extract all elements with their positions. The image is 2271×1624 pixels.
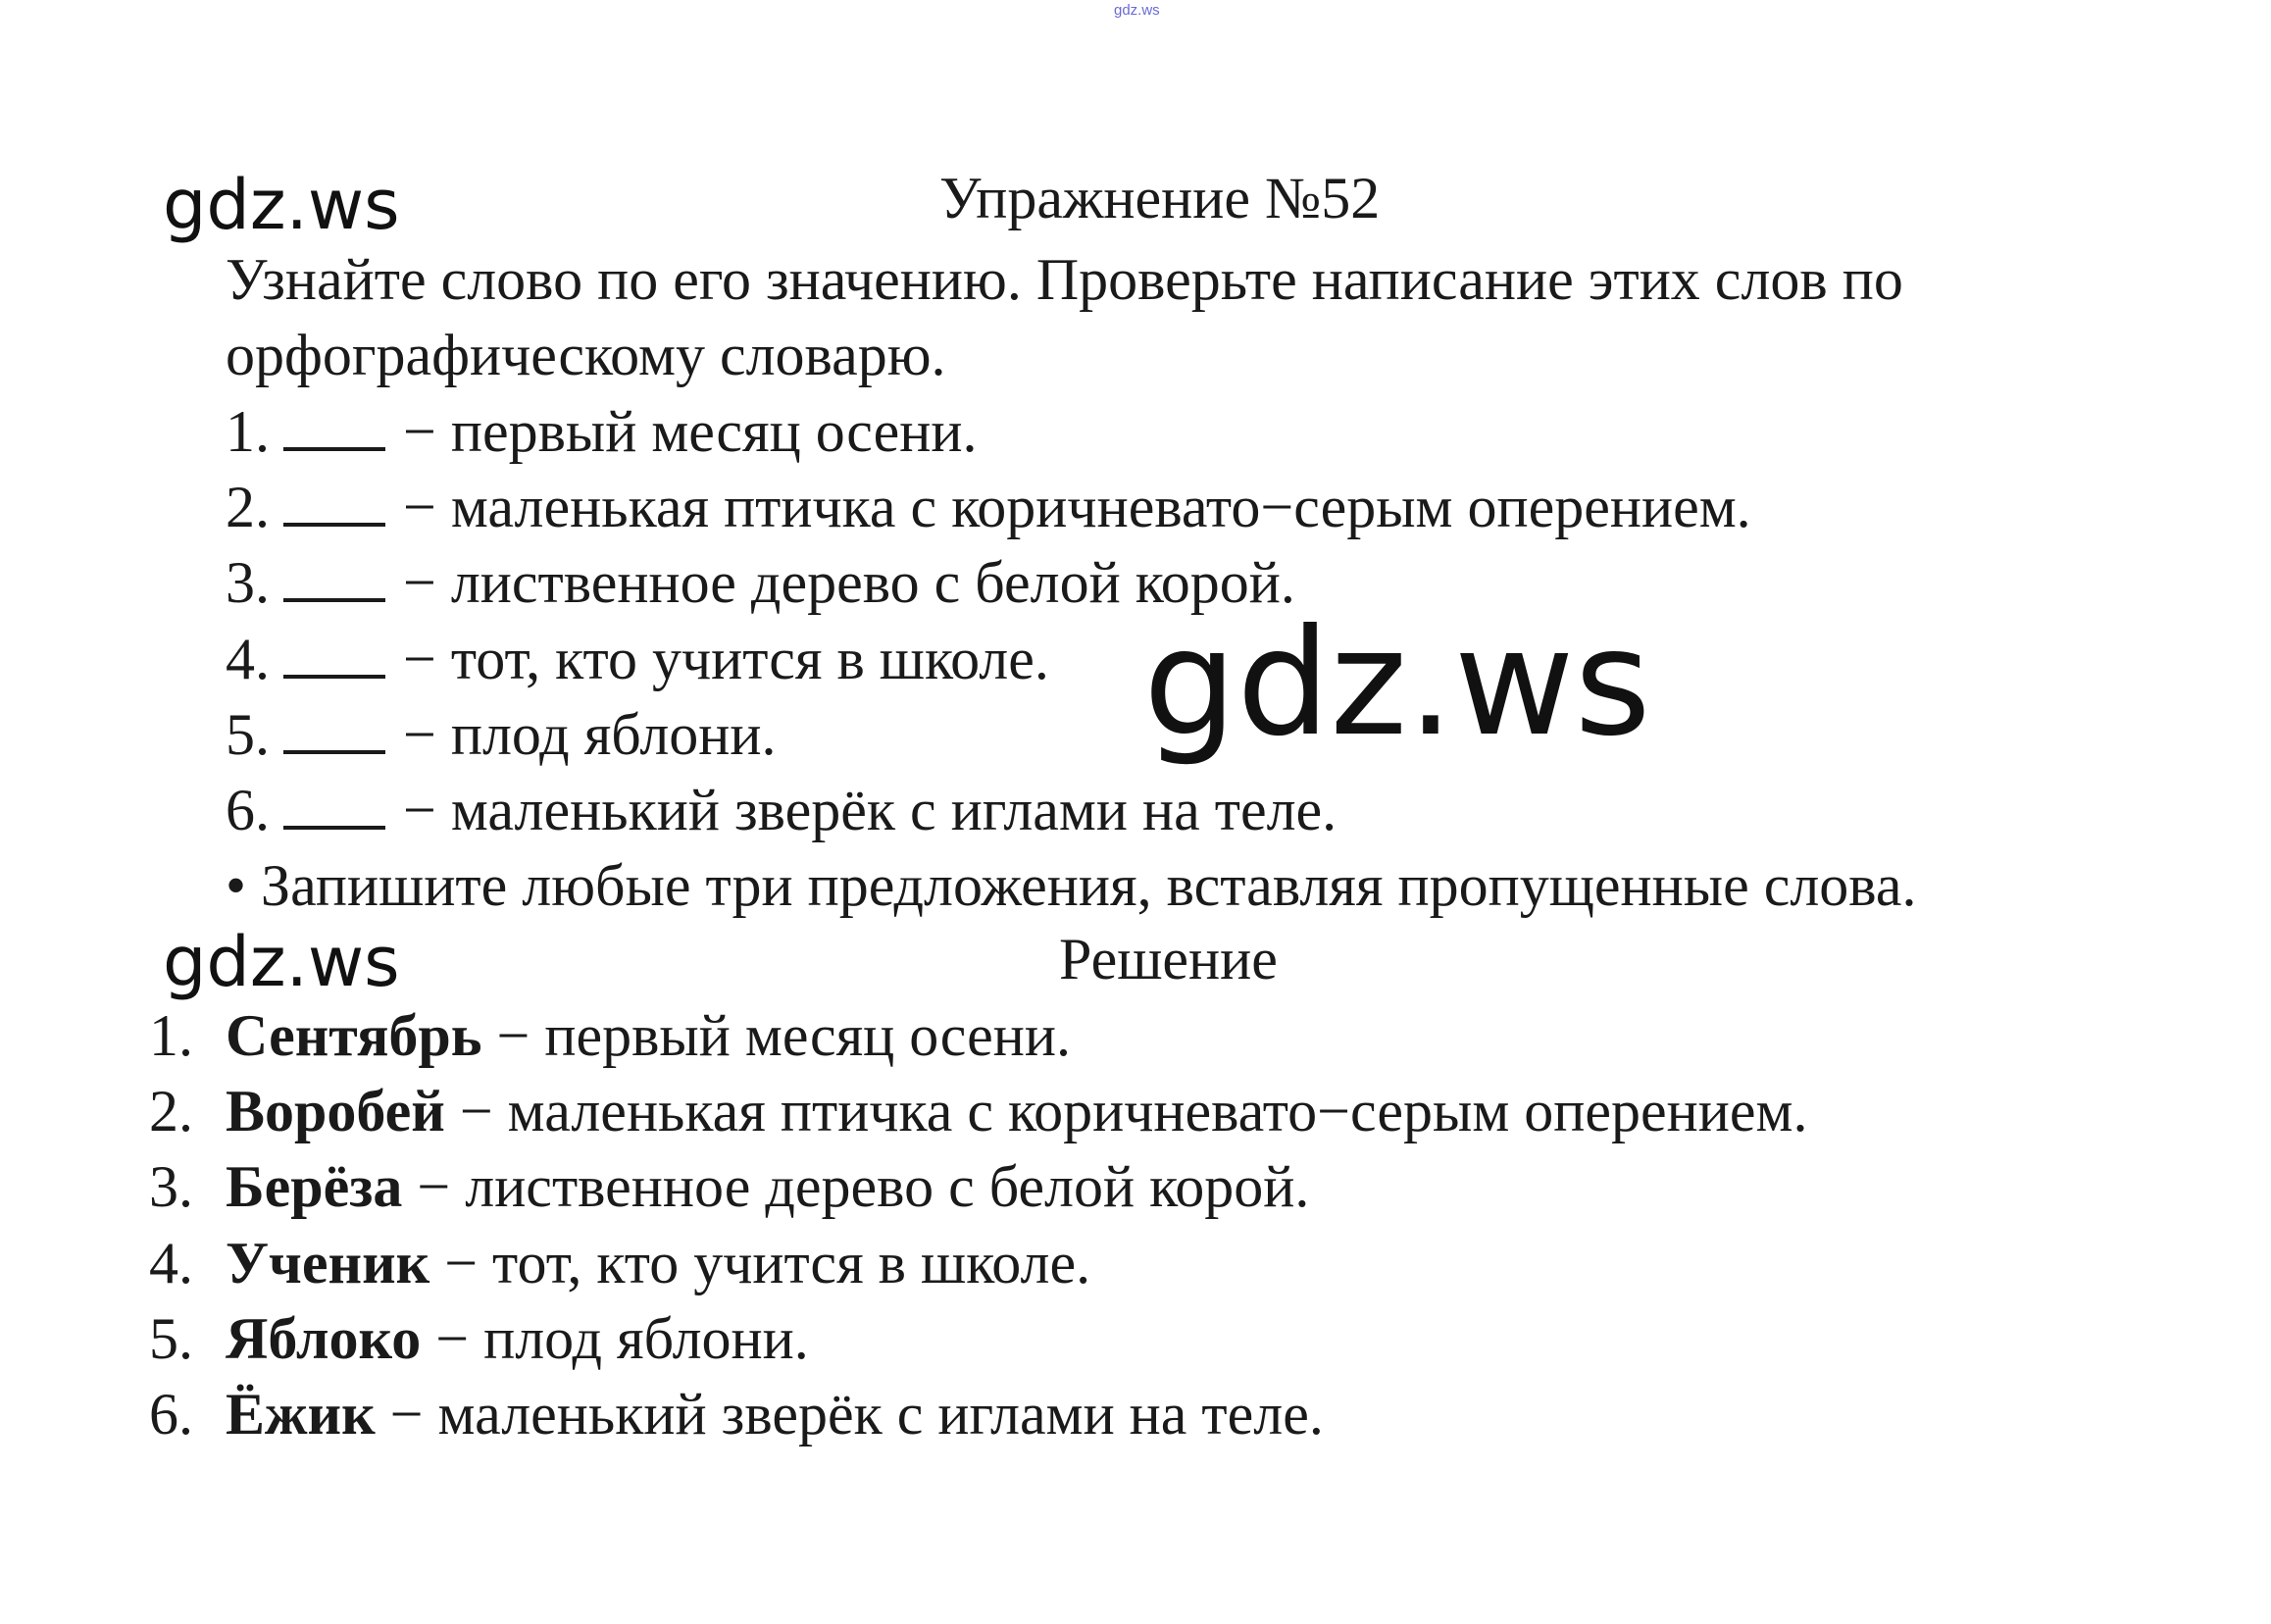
item-number: 4.	[149, 1231, 193, 1295]
item-definition: − маленькая птичка с коричневато−серым оперением.	[403, 475, 1751, 539]
answer-word: Яблоко	[226, 1306, 422, 1371]
item-number: 1.	[149, 1003, 193, 1068]
item-definition: − маленькая птичка с коричневато−серым оперением.	[459, 1079, 1808, 1143]
solution-item	[149, 1231, 1091, 1295]
exercise-item	[226, 399, 978, 464]
item-number: 6.	[149, 1382, 193, 1446]
item-definition: − тот, кто учится в школе.	[403, 627, 1049, 691]
item-definition: − маленький зверёк с иглами на теле.	[389, 1382, 1324, 1446]
watermark-center: gdz.ws	[1143, 598, 1651, 769]
answer-word: Ученик	[226, 1231, 430, 1295]
exercise-item	[226, 702, 777, 767]
item-definition: − первый месяц осени.	[403, 399, 978, 464]
instruction-line-1: Узнайте слово по его значению. Проверьте написание этих слов по	[226, 247, 1903, 312]
item-number: 3.	[149, 1154, 193, 1219]
exercise-item	[226, 778, 1337, 842]
item-number: 5.	[226, 702, 270, 767]
item-definition: − плод яблони.	[435, 1306, 809, 1371]
exercise-item	[226, 550, 1295, 615]
item-definition: − плод яблони.	[403, 702, 777, 767]
item-number: 1.	[226, 399, 270, 464]
answer-word: Сентябрь	[226, 1003, 482, 1068]
answer-blank	[283, 553, 385, 602]
answer-word: Ёжик	[226, 1382, 376, 1446]
item-number: 2.	[226, 475, 270, 539]
solution-title: Решение	[1059, 927, 1278, 991]
item-definition: − лиственное дерево с белой корой.	[403, 550, 1295, 615]
answer-blank	[283, 781, 385, 830]
watermark-top: gdz.ws	[163, 165, 400, 245]
item-number: 6.	[226, 778, 270, 842]
solution-item	[149, 1079, 1808, 1143]
item-definition: − лиственное дерево с белой корой.	[417, 1154, 1310, 1219]
instruction-line-2: орфографическому словарю.	[226, 323, 946, 387]
item-definition: − тот, кто учится в школе.	[444, 1231, 1091, 1295]
answer-blank	[283, 478, 385, 527]
item-definition: − первый месяц осени.	[496, 1003, 1071, 1068]
answer-word: Берёза	[226, 1154, 403, 1219]
item-definition: − маленький зверёк с иглами на теле.	[403, 778, 1337, 842]
solution-item	[149, 1003, 1071, 1068]
top-watermark-text: gdz.ws	[1114, 2, 1160, 19]
answer-word: Воробей	[226, 1079, 445, 1143]
task-instruction: • Запишите любые три предложения, вставляя пропущенные слова.	[226, 853, 1917, 918]
solution-item	[149, 1306, 809, 1371]
item-number: 4.	[226, 627, 270, 691]
exercise-title: Упражнение №52	[939, 166, 1381, 230]
exercise-item	[226, 475, 1751, 539]
watermark-middle: gdz.ws	[163, 922, 400, 1002]
answer-blank	[283, 402, 385, 451]
solution-item	[149, 1382, 1324, 1446]
exercise-item	[226, 627, 1049, 691]
item-number: 5.	[149, 1306, 193, 1371]
item-number: 2.	[149, 1079, 193, 1143]
solution-item	[149, 1154, 1310, 1219]
item-number: 3.	[226, 550, 270, 615]
answer-blank	[283, 705, 385, 754]
answer-blank	[283, 630, 385, 679]
